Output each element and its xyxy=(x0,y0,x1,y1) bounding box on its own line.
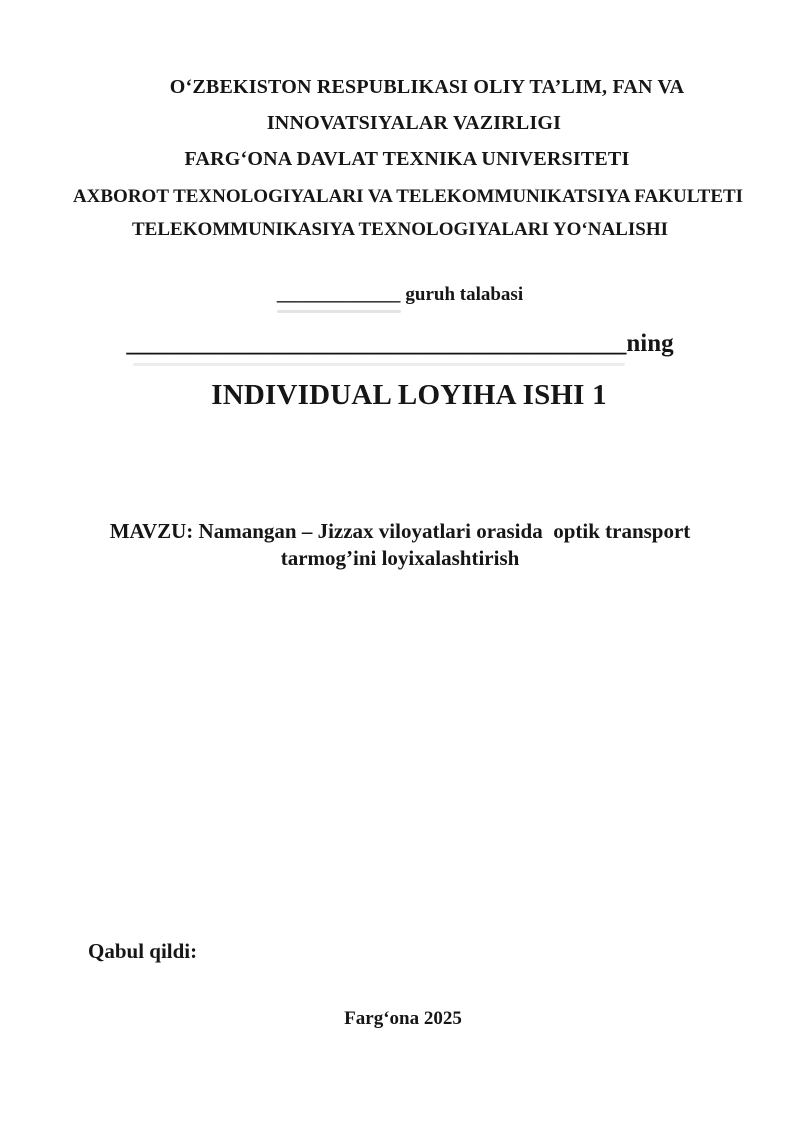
header-line-faculty: AXBOROT TEXNOLOGIYALARI VA TELEKOMMUNIKATSIYA FAKULTETI xyxy=(72,186,744,207)
group-blank-field: _____________ xyxy=(276,284,401,305)
accepted-by-label: Qabul qildi: xyxy=(88,939,198,963)
name-suffix: ning xyxy=(626,330,674,357)
header-line-direction: TELEKOMMUNIKASIYA TEXNOLOGIYALARI YO‘NALISHI xyxy=(132,219,668,240)
topic-block xyxy=(0,518,800,572)
name-blank-field: ________________________________________ xyxy=(126,330,627,357)
header-line-university: FARG‘ONA DAVLAT TEXNIKA UNIVERSITETI xyxy=(184,148,630,170)
student-name-line xyxy=(0,329,800,358)
underline-shadow xyxy=(133,363,625,366)
topic-line-1: MAVZU: Namangan – Jizzax viloyatlari orasida optik transport xyxy=(109,519,691,543)
work-title: INDIVIDUAL LOYIHA ISHI 1 xyxy=(211,379,607,411)
underline-shadow xyxy=(277,310,401,313)
topic-line-2: tarmog’ini loyixalashtirish xyxy=(280,546,520,570)
header-line-ministry-1: O‘ZBEKISTON RESPUBLIKASI OLIY TA’LIM, FAN VA xyxy=(169,76,685,98)
group-label: guruh talabasi xyxy=(405,284,524,305)
student-group-line xyxy=(0,284,800,306)
header-line-ministry-2: INNOVATSIYALAR VAZIRLIGI xyxy=(266,112,562,134)
place-year: Farg‘ona 2025 xyxy=(344,1008,462,1029)
